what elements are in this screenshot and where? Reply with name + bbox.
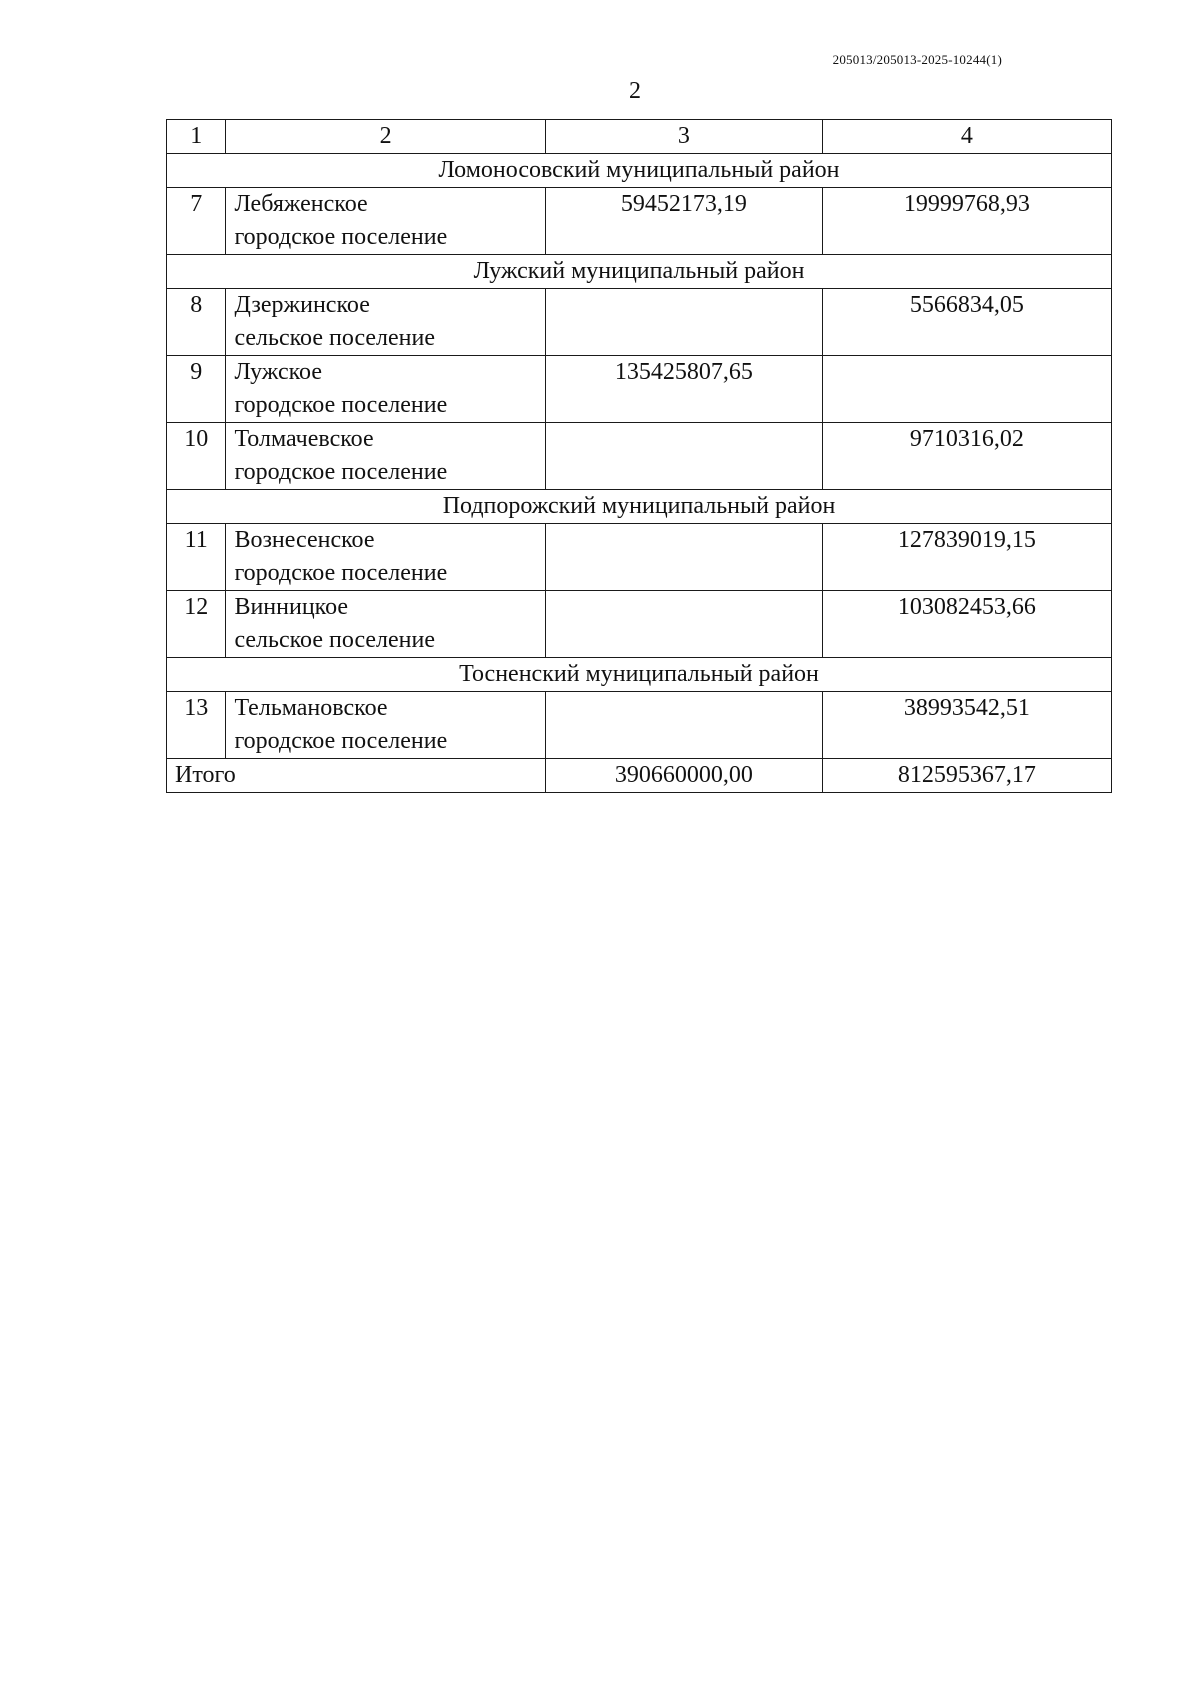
value-col4: 127839019,15 — [822, 524, 1111, 591]
value-col3 — [545, 423, 822, 490]
value-col4: 38993542,51 — [822, 692, 1111, 759]
settlement-name — [226, 289, 545, 356]
table-header-row — [167, 120, 1112, 154]
settlement-name — [226, 188, 545, 255]
value-col3 — [545, 524, 822, 591]
settlement-name — [226, 692, 545, 759]
settlement-name — [226, 524, 545, 591]
settlement-name-line2: городское поселение — [234, 728, 448, 754]
value-col4: 9710316,02 — [822, 423, 1111, 490]
allocation-table — [166, 119, 1112, 793]
district-row — [167, 255, 1112, 289]
district-name: Лужский муниципальный район — [167, 255, 1112, 289]
value-col3: 59452173,19 — [545, 188, 822, 255]
settlement-name-line1: Вознесенское — [234, 527, 375, 553]
document-id: 205013/205013-2025-10244(1) — [832, 52, 1002, 67]
total-col4: 812595367,17 — [822, 759, 1111, 793]
table-row — [167, 524, 1112, 591]
settlement-name-line2: городское поселение — [234, 224, 448, 250]
column-header-4: 4 — [822, 120, 1111, 154]
district-name: Тосненский муниципальный район — [167, 658, 1112, 692]
value-col3: 135425807,65 — [545, 356, 822, 423]
row-number: 8 — [167, 289, 226, 356]
table-row — [167, 188, 1112, 255]
settlement-name-line2: городское поселение — [234, 392, 448, 418]
settlement-name-line2: городское поселение — [234, 459, 448, 485]
settlement-name-line1: Тельмановское — [234, 695, 388, 721]
column-header-2: 2 — [226, 120, 545, 154]
table-row — [167, 423, 1112, 490]
total-col3: 390660000,00 — [545, 759, 822, 793]
settlement-name-line2: сельское поселение — [234, 627, 436, 653]
settlement-name — [226, 591, 545, 658]
table-row — [167, 289, 1112, 356]
settlement-name-line2: городское поселение — [234, 560, 448, 586]
table-row — [167, 692, 1112, 759]
total-row — [167, 759, 1112, 793]
district-row — [167, 154, 1112, 188]
settlement-name-line1: Лужское — [234, 359, 322, 385]
total-label: Итого — [167, 759, 546, 793]
settlement-name-line1: Дзержинское — [234, 292, 370, 318]
district-row — [167, 658, 1112, 692]
settlement-name — [226, 356, 545, 423]
value-col3 — [545, 591, 822, 658]
value-col3 — [545, 692, 822, 759]
settlement-name-line1: Винницкое — [234, 594, 349, 620]
value-col4: 103082453,66 — [822, 591, 1111, 658]
district-name: Ломоносовский муниципальный район — [167, 154, 1112, 188]
settlement-name — [226, 423, 545, 490]
settlement-name-line1: Толмачевское — [234, 426, 374, 452]
row-number: 7 — [167, 188, 226, 255]
table-row — [167, 591, 1112, 658]
row-number: 12 — [167, 591, 226, 658]
row-number: 9 — [167, 356, 226, 423]
value-col4: 19999768,93 — [822, 188, 1111, 255]
page-number: 2 — [629, 78, 641, 104]
value-col3 — [545, 289, 822, 356]
row-number: 10 — [167, 423, 226, 490]
value-col4 — [822, 356, 1111, 423]
district-row — [167, 490, 1112, 524]
district-name: Подпорожский муниципальный район — [167, 490, 1112, 524]
column-header-1: 1 — [167, 120, 226, 154]
column-header-3: 3 — [545, 120, 822, 154]
settlement-name-line2: сельское поселение — [234, 325, 436, 351]
row-number: 11 — [167, 524, 226, 591]
value-col4: 5566834,05 — [822, 289, 1111, 356]
row-number: 13 — [167, 692, 226, 759]
table-row — [167, 356, 1112, 423]
settlement-name-line1: Лебяженское — [234, 191, 368, 217]
